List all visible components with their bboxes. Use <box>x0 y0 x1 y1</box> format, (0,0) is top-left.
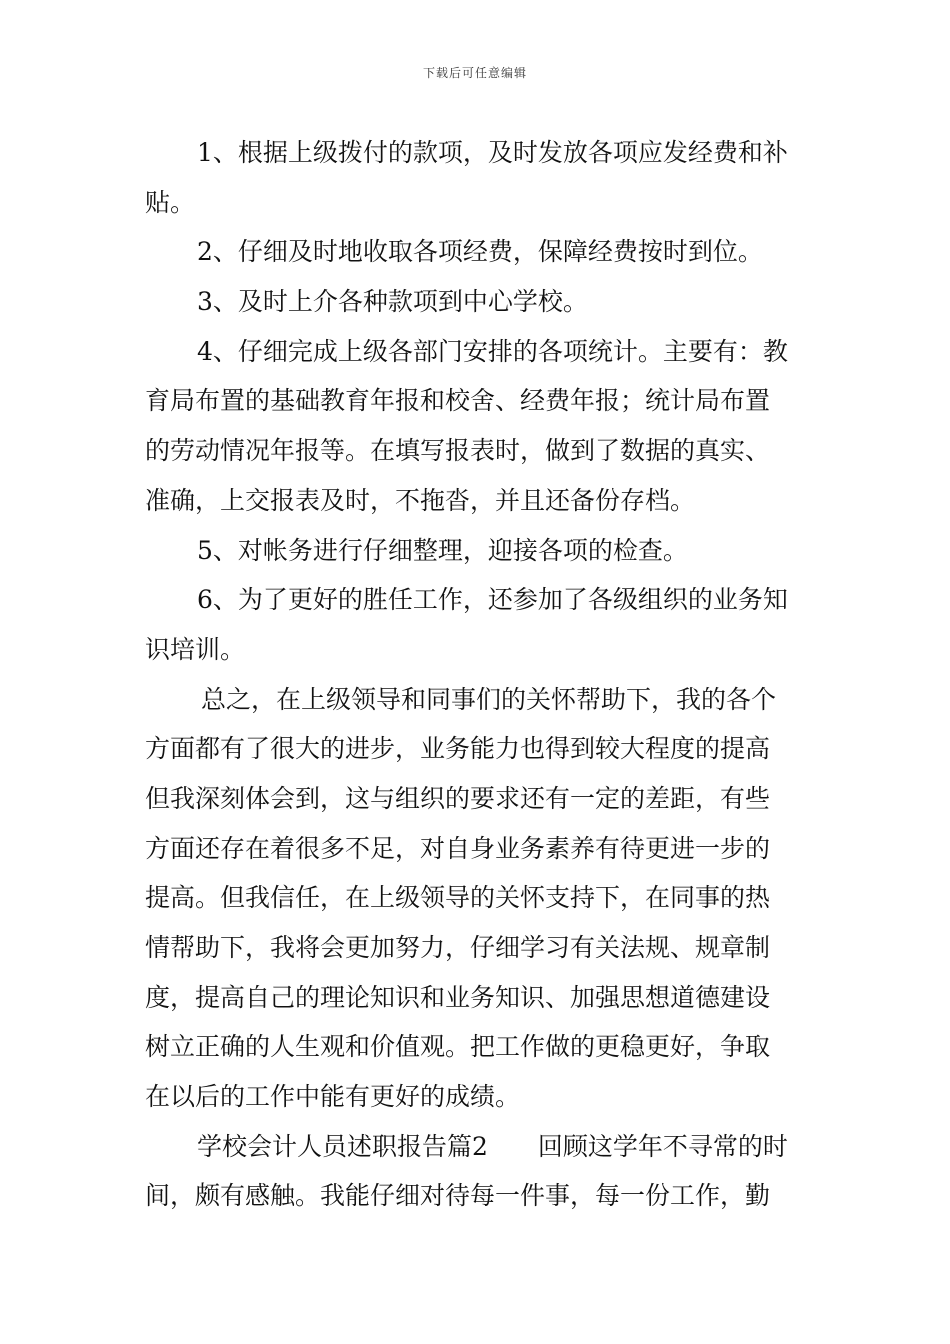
text-line: 2、仔细及时地收取各项经费，保障经费按时到位。 <box>197 237 763 267</box>
text-line: 识培训。 <box>145 634 246 664</box>
text-line: 情帮助下，我将会更加努力，仔细学习有关法规、规章制 <box>145 933 771 962</box>
document-body <box>145 128 810 1221</box>
text-line: 的劳动情况年报等。在填写报表时，做到了数据的真实、 <box>145 436 771 466</box>
page-header-note: 下载后可任意编辑 <box>422 66 527 80</box>
text-line: 方面还存在着很多不足，对自身业务素养有待更进一步的 <box>145 833 771 863</box>
text-line: 在以后的工作中能有更好的成绩。 <box>145 1082 521 1112</box>
text-line: 贴。 <box>145 187 196 217</box>
text-line: 6、为了更好的胜任工作，还参加了各级组织的业务知 <box>197 585 788 615</box>
text-line: 育局布置的基础教育年报和校舍、经费年报；统计局布置 <box>145 386 771 416</box>
text-line: 总之，在上级领导和同事们的关怀帮助下，我的各个 <box>201 684 777 714</box>
text-line: 提高。但我信任，在上级领导的关怀支持下，在同事的热 <box>145 883 771 913</box>
text-line: 3、及时上介各种款项到中心学校。 <box>197 287 588 317</box>
text-line: 4、仔细完成上级各部门安排的各项统计。主要有：教 <box>197 336 788 366</box>
section-intro: 回顾这学年不寻常的时 <box>537 1131 788 1161</box>
text-line: 5、对帐务进行仔细整理，迎接各项的检查。 <box>197 535 688 565</box>
text-line: 但我深刻体会到，这与组织的要求还有一定的差距，有些 <box>145 783 771 813</box>
text-line: 准确，上交报表及时，不拖沓，并且还备份存档。 <box>145 485 696 515</box>
section-title: 学校会计人员述职报告篇2 <box>197 1131 488 1161</box>
text-line: 树立正确的人生观和价值观。把工作做的更稳更好，争取 <box>145 1032 771 1062</box>
text-line: 方面都有了很大的进步，业务能力也得到较大程度的提高 <box>145 734 771 764</box>
text-line <box>145 1122 810 1172</box>
text-line: 1、根据上级拨付的款项，及时发放各项应发经费和补 <box>197 138 788 167</box>
text-line: 间，颇有感触。我能仔细对待每一件事，每一份工作，勤 <box>145 1181 771 1211</box>
text-line: 度，提高自己的理论知识和业务知识、加强思想道德建设 <box>145 982 771 1012</box>
